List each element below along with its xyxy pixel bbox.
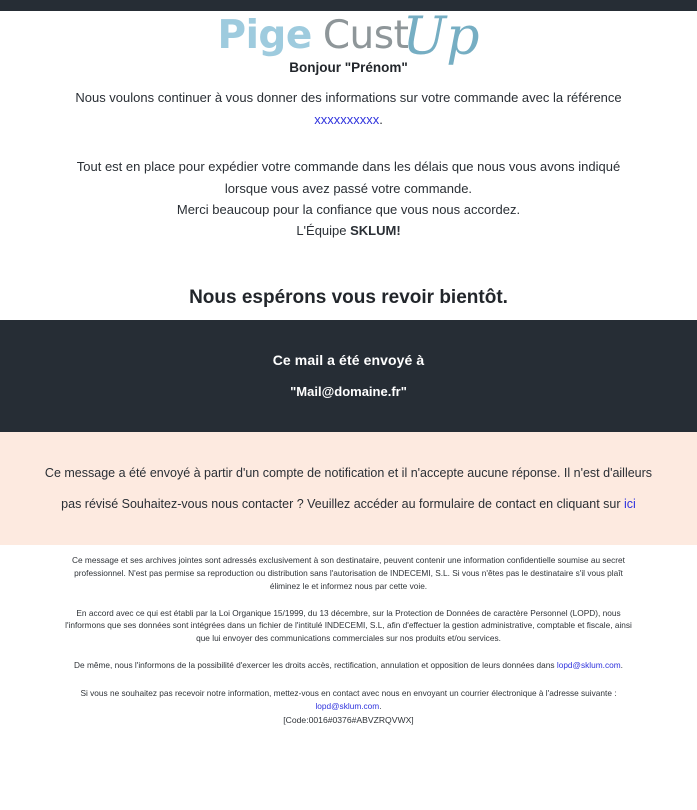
signature-brand: SKLUM!: [350, 223, 401, 239]
lopd-email-link-unsubscribe[interactable]: lopd@sklum.com: [315, 700, 380, 711]
logo-text-cust: Cust: [322, 13, 409, 58]
brand-logo: [0, 0, 697, 67]
legal-paragraph-lopd: En accord avec ce qui est établi par la Loi Organique 15/1999, du 13 décembre, sur la Protection de Données de caractère Personnel (LOPD), nous l'informons que ses données sont intégrées dans un fichier de l'intitulé INDECEMI, S.L, afin d'effectuer la gestion administrative, comptable et fiscale, ainsi que lui envoyer des communications commerciales sur nos produits et/ou services.: [65, 607, 632, 644]
order-reference-paragraph: [26, 87, 671, 130]
no-reply-notice-band: [0, 432, 697, 545]
legal-rights-period: .: [620, 660, 623, 671]
legal-unsubscribe-period: .: [379, 700, 382, 711]
tracking-code: [Code:0016#0376#ABVZRQVWX]: [283, 714, 414, 725]
legal-paragraph-confidentiality: Ce message et ses archives jointes sont adressés exclusivement à son destinataire, peuvent contenir une information confidentielle soumise au secret professionnel. N'est pas permise sa reproduction ou distribution sans l'autorisation de INDECEMI, S.L. Si vous n'êtes pas le destinataire s'il vous plaît éliminez le et informez nous par cette voie.: [72, 555, 625, 591]
logo-text-pige: Pige: [217, 13, 312, 58]
recipient-address: "Mail@domaine.fr": [290, 384, 407, 400]
farewell-heading: Nous espérons vous revoir bientôt.: [189, 286, 508, 308]
recipient-label: Ce mail a été envoyé à: [272, 351, 425, 368]
legal-rights-text: De même, nous l'informons de la possibilité d'exercer les droits accès, rectification, annulation et opposition de leurs données dans: [74, 660, 557, 671]
greeting-text: Bonjour "Prénom": [289, 60, 408, 75]
signature-prefix: L'Équipe: [296, 223, 351, 239]
contact-form-link[interactable]: ici: [624, 496, 636, 511]
order-reference-link[interactable]: xxxxxxxxxx: [314, 111, 380, 127]
legal-paragraph-rights: [62, 659, 635, 672]
legal-footer: [0, 554, 697, 727]
logo-text-up: Up: [402, 7, 480, 67]
logo-lockup: [217, 5, 480, 67]
no-reply-notice-text: [40, 458, 657, 519]
signature-line: [26, 220, 671, 241]
lopd-email-link-rights[interactable]: lopd@sklum.com: [556, 660, 621, 671]
no-reply-notice-body: Ce message a été envoyé à partir d'un compte de notification et il n'accepte aucune réponse. Il n'est d'ailleurs pas révisé Souhaitez-vous nous contacter ? Veuillez accéder au formulaire de contact en cliquant sur: [44, 465, 653, 511]
order-reference-period: .: [379, 111, 383, 127]
delay-line-2: lorsque vous avez passé votre commande.: [224, 180, 473, 196]
delay-paragraph: [26, 156, 671, 199]
thanks-line: Merci beaucoup pour la confiance que vous nous accordez.: [176, 202, 521, 217]
legal-paragraph-unsubscribe: [62, 687, 635, 713]
legal-unsubscribe-text: Si vous ne souhaitez pas recevoir notre information, mettez-vous en contact avec nous en envoyant un courrier électronique à l'adresse suivante :: [80, 688, 617, 699]
delay-line-1: Tout est en place pour expédier votre commande dans les délais que nous vous avons indiqué: [76, 159, 621, 175]
recipient-band: [0, 320, 697, 432]
order-reference-intro: Nous voulons continuer à vous donner des informations sur votre commande avec la référence: [75, 90, 622, 106]
email-body: [0, 52, 697, 311]
